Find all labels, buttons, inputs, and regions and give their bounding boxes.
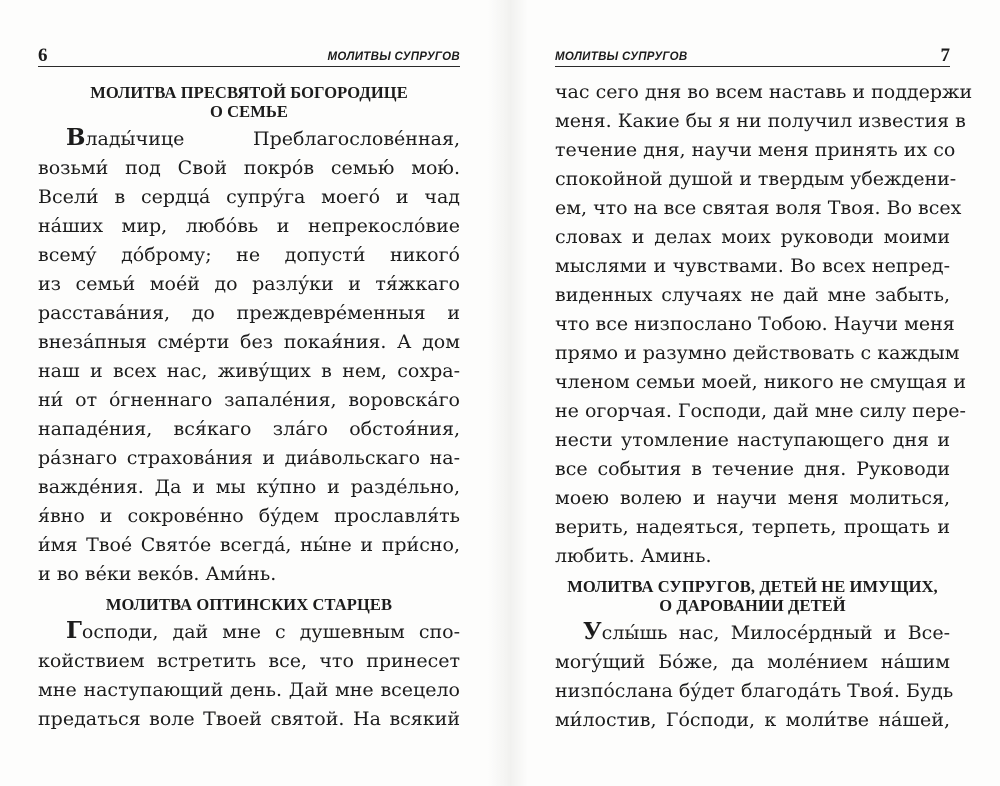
text-line: нести утомление наступающего дня и xyxy=(555,429,950,451)
text-line: ра́знаго страхова́ния и диа́вольскаго на- xyxy=(38,447,460,469)
text-line: мыслями и чувствами. Во всех непред- xyxy=(555,255,950,277)
text-line: что все низпослано Тобою. Научи меня xyxy=(555,313,955,335)
text-line: расстава́ния, до преждевре́менныя и xyxy=(38,302,460,324)
text-line: койствием встретить все, что принесет xyxy=(38,650,460,672)
text-line: ми́лостив, Го́споди, к моли́тве на́шей, xyxy=(555,709,950,731)
text-line: моею волею и научи меня молиться, xyxy=(555,487,950,509)
text-line: словах и делах моих руководи моими xyxy=(555,226,950,248)
drop-cap: Г xyxy=(66,617,82,644)
running-title: МОЛИТВЫ СУПРУГОВ xyxy=(327,51,460,63)
book-gutter xyxy=(488,0,528,786)
text-line: из семьи́ мое́й до разлу́ки и тя́жкаго xyxy=(38,273,460,295)
section-heading: МОЛИТВА СУПРУГОВ, ДЕТЕЙ НЕ ИМУЩИХ, О ДАРОВАНИИ ДЕТЕЙ xyxy=(567,577,938,615)
text-line: Влады́чице Преблагослове́нная, xyxy=(66,124,460,151)
section-heading: МОЛИТВА ПРЕСВЯТОЙ БОГОРОДИЦЕ О СЕМЬЕ xyxy=(90,83,408,121)
page-number: 7 xyxy=(940,45,950,66)
text-line: низпо́слана бу́дет благода́ть Твоя́. Будь xyxy=(555,680,954,702)
left-page-content xyxy=(38,83,460,734)
text-line: внеза́пныя сме́рти без покая́ния. А дом xyxy=(38,331,460,353)
text-line: на́ших мир, любо́вь и непрекосло́вие xyxy=(38,215,460,237)
text-line: не огорчая. Господи, дай мне силу пере- xyxy=(555,400,966,422)
text-line: могу́щий Бо́же, да моле́нием на́шим xyxy=(555,651,950,673)
text-line: мне наступающий день. Дай мне всецело xyxy=(38,679,460,701)
left-page xyxy=(38,0,460,786)
text-line: важде́ния. Да и мы ку́пно и разде́льно, xyxy=(38,476,460,498)
text-line: Услы́шь нас, Милосе́рдный и Все- xyxy=(583,618,950,645)
text-line: меня. Какие бы я ни получил известия в xyxy=(555,110,966,132)
prayer-text xyxy=(38,123,460,589)
text-line: наш и всех нас, живу́щих в нем, сохра- xyxy=(38,360,460,382)
prayer-text-continued xyxy=(555,78,973,571)
drop-cap: У xyxy=(583,618,602,645)
text-line: все события в течение дня. Руководи xyxy=(555,458,950,480)
right-page xyxy=(555,0,973,786)
text-line: любить. Аминь. xyxy=(555,545,712,567)
running-title: МОЛИТВЫ СУПРУГОВ xyxy=(555,51,688,63)
prayer-text xyxy=(555,617,954,735)
text-line: и́мя Твое́ Свято́е всегда́, ны́не и при́сно, xyxy=(38,534,460,556)
text-line: Всели́ в сердца́ супру́га моего́ и чад xyxy=(38,186,460,208)
left-running-head xyxy=(38,44,460,67)
right-running-head xyxy=(555,44,950,67)
drop-cap: В xyxy=(66,124,86,151)
text-line: членом семьи моей, никого не смущая и xyxy=(555,371,967,393)
prayer-optina-elders xyxy=(38,595,460,734)
prayer-childless-spouses xyxy=(555,577,954,735)
text-line: всему́ до́брому; не допусти́ никого́ xyxy=(38,244,460,266)
text-line: ем, что на все святая воля Твоя. Во всех xyxy=(555,197,962,219)
right-page-content xyxy=(555,78,973,735)
text-line: возьми́ под Свой покро́в семью́ мою́. xyxy=(38,157,460,179)
text-line: виденных случаях не дай мне забыть, xyxy=(555,284,950,306)
text-line: час сего дня во всем наставь и поддержи xyxy=(555,81,973,103)
prayer-theotokos-family xyxy=(38,83,460,589)
page-number: 6 xyxy=(38,45,48,66)
text-line: верить, надеяться, терпеть, прощать и xyxy=(555,516,950,538)
text-line: течение дня, научи меня принять их со xyxy=(555,139,956,161)
text-line: прямо и разумно действовать с каждым xyxy=(555,342,960,364)
text-line: и во ве́ки веко́в. Ами́нь. xyxy=(38,563,277,585)
section-heading: МОЛИТВА ОПТИНСКИХ СТАРЦЕВ xyxy=(105,595,393,614)
text-line: нападе́ния, вся́каго зла́го обстоя́ния, xyxy=(38,418,460,440)
prayer-text xyxy=(38,616,460,734)
text-line: Господи, дай мне с душевным спо- xyxy=(66,617,460,644)
text-line: ни́ от о́гненнаго запале́ния, воровска́го xyxy=(38,389,460,411)
text-line: спокойной душой и твердым убеждени- xyxy=(555,168,957,190)
text-line: предаться воле Твоей святой. На всякий xyxy=(38,708,460,730)
text-line: я́вно и сокрове́нно бу́дем прославля́ть xyxy=(38,505,460,527)
